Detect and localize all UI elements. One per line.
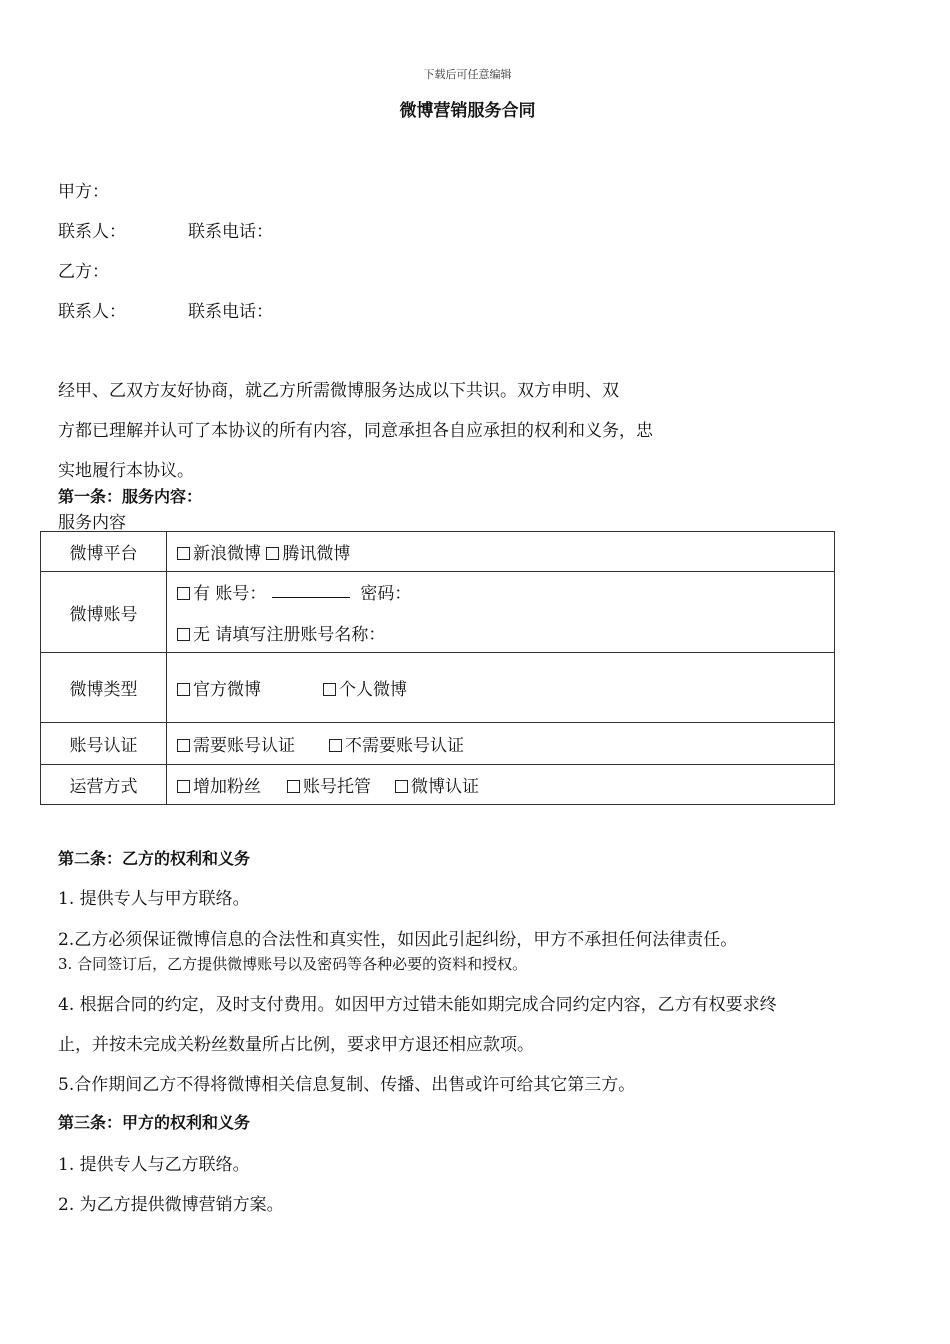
article-2-item-4-cont: 止，并按未完成关粉丝数量所占比例，要求甲方退还相应款项。 — [58, 1035, 534, 1055]
checkbox[interactable] — [287, 780, 300, 793]
party-a-label: 甲方： — [58, 182, 109, 202]
article-3-item-2: 2. 为乙方提供微博营销方案。 — [58, 1195, 284, 1215]
table-row-platform — [41, 532, 835, 572]
article-2-heading: 第二条：乙方的权利和义务 — [58, 849, 251, 868]
checkbox[interactable] — [177, 547, 190, 560]
option-label: 官方微博 — [193, 680, 261, 700]
platform-options — [167, 532, 835, 572]
contact-a-label: 联系人： — [58, 222, 126, 242]
service-table — [40, 531, 835, 805]
article-2-item-1: 1. 提供专人与甲方联络。 — [58, 889, 250, 909]
document-title: 微博营销服务合同 — [399, 101, 536, 121]
phone-b-label: 联系电话： — [188, 302, 273, 322]
platform-label: 微博平台 — [41, 532, 167, 572]
checkbox[interactable] — [177, 587, 190, 600]
checkbox[interactable] — [177, 683, 190, 696]
has-account-label: 有 账号： — [193, 584, 267, 604]
table-row-ops — [41, 765, 835, 805]
option-label: 腾讯微博 — [282, 544, 351, 564]
no-account-label: 无 请填写注册账号名称： — [193, 625, 386, 645]
service-table-caption: 服务内容 — [58, 513, 126, 533]
account-label: 微博账号 — [41, 572, 167, 653]
article-2-item-5: 5.合作期间乙方不得将微博相关信息复制、传播、出售或许可给其它第三方。 — [58, 1075, 636, 1095]
option-label: 账号托管 — [303, 777, 371, 797]
ops-options — [167, 765, 835, 805]
ops-label: 运营方式 — [41, 765, 167, 805]
verify-label: 账号认证 — [41, 723, 167, 765]
checkbox[interactable] — [395, 780, 408, 793]
party-b-label: 乙方： — [58, 262, 109, 282]
intro-line-3: 实地履行本协议。 — [58, 461, 194, 481]
checkbox[interactable] — [266, 547, 279, 560]
option-label: 需要账号认证 — [193, 736, 295, 756]
option-label: 不需要账号认证 — [345, 736, 464, 756]
checkbox[interactable] — [323, 683, 336, 696]
article-2-item-2: 2.乙方必须保证微博信息的合法性和真实性，如因此引起纠纷，甲方不承担任何法律责任。 — [58, 930, 738, 950]
table-row-verify — [41, 723, 835, 765]
phone-a-label: 联系电话： — [188, 222, 273, 242]
article-3-item-1: 1. 提供专人与乙方联络。 — [58, 1155, 250, 1175]
contact-b-label: 联系人： — [58, 302, 126, 322]
option-label: 增加粉丝 — [193, 777, 261, 797]
account-blank[interactable] — [272, 597, 350, 598]
article-2-item-3: 3. 合同签订后，乙方提供微博账号以及密码等各种必要的资料和授权。 — [58, 955, 528, 973]
type-options — [167, 653, 835, 723]
option-label: 微博认证 — [411, 777, 479, 797]
checkbox[interactable] — [177, 780, 190, 793]
verify-options — [167, 723, 835, 765]
account-options — [167, 572, 835, 653]
checkbox[interactable] — [329, 739, 342, 752]
intro-line-2: 方都已理解并认可了本协议的所有内容，同意承担各自应承担的权利和义务，忠 — [58, 421, 653, 441]
table-row-account — [41, 572, 835, 653]
article-1-heading: 第一条：服务内容： — [58, 487, 203, 506]
header-note: 下载后可任意编辑 — [423, 68, 512, 81]
intro-line-1: 经甲、乙双方友好协商，就乙方所需微博服务达成以下共识。双方申明、双 — [58, 381, 619, 401]
type-label: 微博类型 — [41, 653, 167, 723]
checkbox[interactable] — [177, 739, 190, 752]
password-label: 密码： — [360, 584, 412, 604]
table-row-type — [41, 653, 835, 723]
option-label: 新浪微博 — [193, 544, 261, 564]
option-label: 个人微博 — [339, 680, 407, 700]
article-3-heading: 第三条：甲方的权利和义务 — [58, 1113, 251, 1132]
article-2-item-4: 4. 根据合同的约定，及时支付费用。如因甲方过错未能如期完成合同约定内容，乙方有权要求终 — [58, 995, 777, 1015]
checkbox[interactable] — [177, 628, 190, 641]
